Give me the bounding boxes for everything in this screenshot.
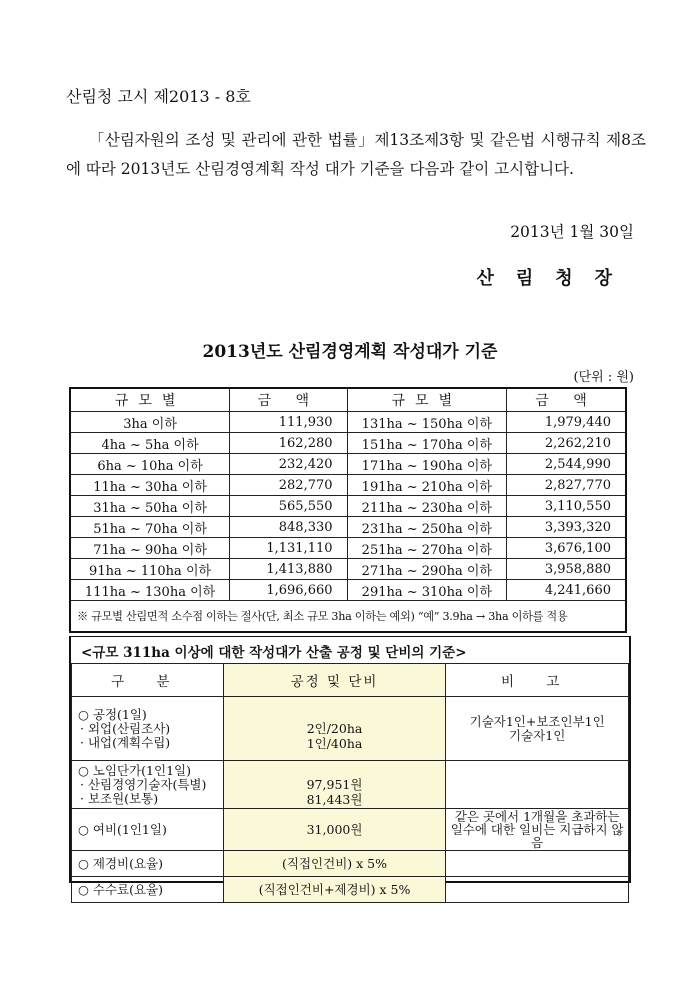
amount-cell: 3,676,100 [507,538,626,559]
table-row [70,580,626,601]
basis-category-line: · 내업(계획수립) [80,734,171,750]
intro-paragraph: 「산림자원의 조성 및 관리에 관한 법률」제13조제3항 및 같은법 시행규칙 제8조에 따라 2013년도 산림경영계획 작성 대가 기준을 다음과 같이 고시합니다. [66,131,646,178]
scale-cell: 131ha ~ 150ha 이하 [347,412,507,433]
table-row [70,517,626,538]
scale-cell: 3ha 이하 [70,412,230,433]
scale-cell: 71ha ~ 90ha 이하 [70,538,230,559]
basis-value-line [225,707,445,721]
basis-category-line: ○ 제경비(요율) [78,855,164,871]
scale-cell: 291ha ~ 310ha 이하 [347,580,507,601]
header-scale-left: 규모별 [70,388,230,412]
scale-cell: 151ha ~ 170ha 이하 [347,433,507,454]
scale-cell: 171ha ~ 190ha 이하 [347,454,507,475]
basis-value-line: (직접인건비+제경비) x 5% [258,882,411,897]
amount-cell: 1,131,110 [230,538,347,559]
basis-table [71,663,629,903]
basis-category-line: ○ 여비(1인1일) [78,821,167,837]
table-row [70,412,626,433]
scale-cell: 31ha ~ 50ha 이하 [70,496,230,517]
basis-category-cell [72,697,224,761]
scale-cell: 51ha ~ 70ha 이하 [70,517,230,538]
table-row [70,433,626,454]
table-row [70,475,626,496]
amount-cell: 565,550 [230,496,347,517]
amount-cell: 848,330 [230,517,347,538]
basis-category-cell [72,877,224,903]
table-row [72,809,629,851]
basis-value-line: 81,443원 [306,791,363,807]
basis-value-line: 2인/20ha [306,720,363,736]
fee-table [69,387,627,633]
basis-category-cell [72,761,224,809]
notice-number: 산림청 고시 제2013 - 8호 [66,87,251,106]
amount-cell: 2,544,990 [507,454,626,475]
basis-title: <규모 311ha 이상에 대한 작성대가 산출 공정 및 단비의 기준> [81,645,467,661]
document-title: 2013년도 산림경영계획 작성대가 기준 [202,342,498,362]
basis-category-line: ○ 공정(1일) [78,706,147,722]
notice-date: 2013년 1월 30일 [510,223,634,241]
table-row [72,697,629,761]
amount-cell: 2,262,210 [507,433,626,454]
scale-cell: 231ha ~ 250ha 이하 [347,517,507,538]
table-row [72,851,629,877]
amount-cell: 282,770 [230,475,347,496]
basis-remark-line: 같은 곳에서 1개월을 초과하는 [454,809,620,824]
header-amount-left: 금 액 [230,388,347,412]
scale-cell: 6ha ~ 10ha 이하 [70,454,230,475]
basis-header-remark: 비 고 [446,664,629,697]
scale-cell: 271ha ~ 290ha 이하 [347,559,507,580]
amount-cell: 4,241,660 [507,580,626,601]
header-scale-right: 규모별 [347,388,507,412]
amount-cell: 1,696,660 [230,580,347,601]
basis-remark-cell [446,851,629,877]
issuer-name: 산림청장 [476,268,634,289]
table-row [70,538,626,559]
basis-category-line: ○ 수수료(요율) [78,881,164,897]
basis-remark-line: 기술자1인 [509,727,566,743]
basis-value-line: 31,000원 [306,822,363,837]
table-row [70,559,626,580]
table-row [72,761,629,809]
scale-cell: 191ha ~ 210ha 이하 [347,475,507,496]
scale-cell: 211ha ~ 230ha 이하 [347,496,507,517]
basis-value-line: (직접인건비) x 5% [282,856,387,871]
amount-cell: 232,420 [230,454,347,475]
basis-category-line: · 보조원(보통) [80,790,159,806]
basis-remark-cell [446,877,629,903]
scale-cell: 91ha ~ 110ha 이하 [70,559,230,580]
scale-cell: 4ha ~ 5ha 이하 [70,433,230,454]
basis-value-cell [223,761,446,809]
basis-category-cell [72,809,224,851]
table-row [70,454,626,475]
basis-category-cell [72,851,224,877]
basis-category-line: · 외업(산림조사) [80,720,171,736]
basis-remark-line: 기술자1인+보조인부1인 [469,713,605,729]
basis-value-cell [223,809,446,851]
basis-remark-cell [446,697,629,761]
amount-cell: 111,930 [230,412,347,433]
scale-cell: 251ha ~ 270ha 이하 [347,538,507,559]
amount-cell: 2,827,770 [507,475,626,496]
table-row [70,496,626,517]
basis-section [69,636,631,897]
basis-value-cell [223,877,446,903]
basis-header-category: 구 분 [72,664,224,697]
basis-value-cell [223,851,446,877]
basis-category-line: · 산림경영기술자(특별) [80,776,207,792]
basis-remark-cell [446,761,629,809]
basis-value-line [225,763,445,777]
unit-label: (단위 : 원) [573,370,634,385]
amount-cell: 3,110,550 [507,496,626,517]
basis-value-line: 1인/40ha [306,735,363,751]
amount-cell: 1,979,440 [507,412,626,433]
table-row [72,877,629,903]
scale-cell: 11ha ~ 30ha 이하 [70,475,230,496]
basis-remark-cell [446,809,629,851]
basis-header-process: 공정 및 단비 [223,664,446,697]
basis-remark-line: 일수에 대한 일비는 지급하지 않음 [450,822,624,850]
fee-table-note: ※ 규모별 산림면적 소수점 이하는 절사(단, 최소 규모 3ha 이하는 예외) “예” 3.9ha → 3ha 이하를 적용 [70,601,626,633]
scale-cell: 111ha ~ 130ha 이하 [70,580,230,601]
header-amount-right: 금 액 [507,388,626,412]
amount-cell: 3,393,320 [507,517,626,538]
amount-cell: 162,280 [230,433,347,454]
basis-value-cell [223,697,446,761]
amount-cell: 1,413,880 [230,559,347,580]
amount-cell: 3,958,880 [507,559,626,580]
fee-table-header [70,388,626,412]
basis-value-line: 97,951원 [306,776,363,792]
basis-category-line: ○ 노임단가(1인1일) [78,762,191,778]
